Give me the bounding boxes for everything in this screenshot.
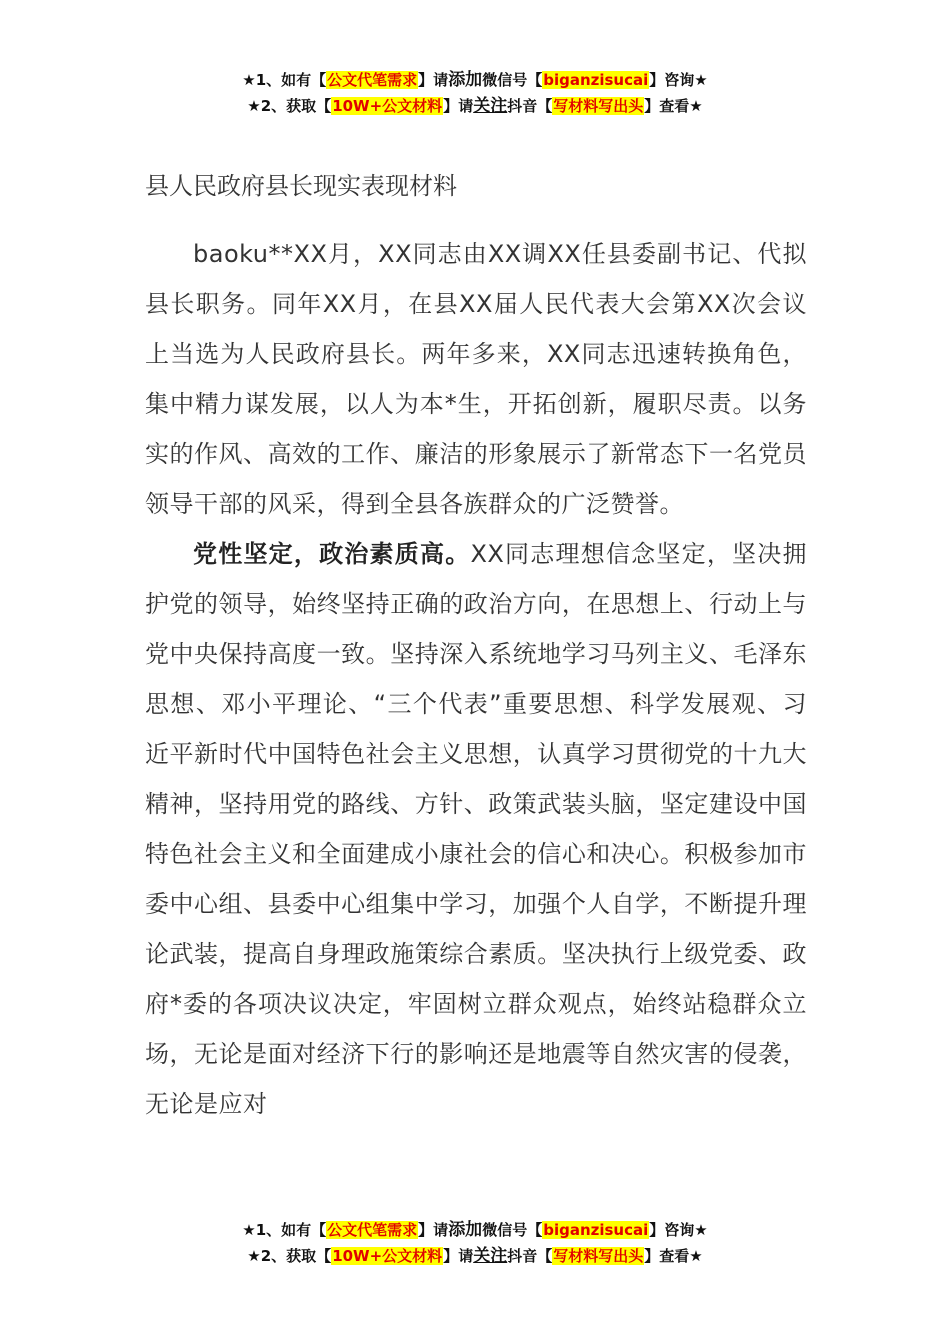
banner-line-2	[0, 93, 950, 119]
banner-text: ★1、如有【	[242, 1221, 327, 1239]
banner-line-1	[0, 1217, 950, 1243]
banner-text: 】咨询★	[649, 71, 708, 89]
banner-text: 】请	[418, 71, 449, 89]
highlight-materials: 10W+公文材料	[332, 1247, 443, 1265]
banner-emphasis: 关注	[473, 1246, 508, 1266]
paragraph-lead: 党性坚定，政治素质高。	[193, 540, 471, 568]
highlight-douyin-account: 写材料写出头	[553, 1247, 644, 1265]
banner-text: ★1、如有【	[242, 71, 327, 89]
banner-text: 】请	[418, 1221, 449, 1239]
paragraph-party-spirit	[145, 529, 807, 1129]
banner-emphasis: 添加	[448, 70, 483, 90]
banner-text: 】请	[443, 1247, 474, 1265]
paragraph-text: XX同志理想信念坚定，坚决拥护党的领导，始终坚持正确的政治方向，在思想上、行动上与党中央保持高度一致。坚持深入系统地学习马列主义、毛泽东思想、邓小平理论、“三个代表”重要思想、科学发展观、习近平新时代中国特色社会主义思想，认真学习贯彻党的十九大精神，坚持用党的路线、方针、政策武装头脑，坚定建设中国特色社会主义和全面建成小康社会的信心和决心。积极参加市委中心组、县委中心组集中学习，加强个人自学，不断提升理论武装，提高自身理政施策综合素质。坚决执行上级党委、政府*委的各项决议决定，牢固树立群众观点，始终站稳群众立场，无论是面对经济下行的影响还是地震等自然灾害的侵袭，无论是应对	[145, 540, 808, 1118]
banner-text: 】查看★	[644, 97, 703, 115]
banner-text: ★2、获取【	[247, 97, 332, 115]
highlight-douyin-account: 写材料写出头	[553, 97, 644, 115]
banner-text: 抖音【	[507, 97, 553, 115]
banner-emphasis: 添加	[448, 1220, 483, 1240]
highlight-service: 公文代笔需求	[327, 1221, 418, 1239]
footer-ad-banner	[0, 1217, 950, 1269]
banner-emphasis: 关注	[473, 96, 508, 116]
document-body	[145, 229, 807, 1129]
highlight-service: 公文代笔需求	[327, 71, 418, 89]
highlight-wechat-id: biganzisucai	[543, 1221, 649, 1239]
document-title: 县人民政府县长现实表现材料	[145, 172, 457, 200]
paragraph-text: baoku**XX月，XX同志由XX调XX任县委副书记、代拟县长职务。同年XX月，在县XX届人民代表大会第XX次会议上当选为人民政府县长。两年多来，XX同志迅速转换角色，集中精力谋发展，以人为本*生，开拓创新，履职尽责。以务实的作风、高效的工作、廉洁的形象展示了新常态下一名党员领导干部的风采，得到全县各族群众的广泛赞誉。	[145, 240, 807, 518]
banner-text: 抖音【	[507, 1247, 553, 1265]
banner-line-2	[0, 1243, 950, 1269]
banner-text: 】咨询★	[649, 1221, 708, 1239]
banner-line-1	[0, 67, 950, 93]
banner-text: 微信号【	[482, 71, 543, 89]
highlight-wechat-id: biganzisucai	[543, 71, 649, 89]
banner-text: 】请	[443, 97, 474, 115]
banner-text: 】查看★	[644, 1247, 703, 1265]
header-ad-banner	[0, 67, 950, 119]
paragraph-intro	[145, 229, 807, 529]
banner-text: 微信号【	[482, 1221, 543, 1239]
banner-text: ★2、获取【	[247, 1247, 332, 1265]
highlight-materials: 10W+公文材料	[332, 97, 443, 115]
